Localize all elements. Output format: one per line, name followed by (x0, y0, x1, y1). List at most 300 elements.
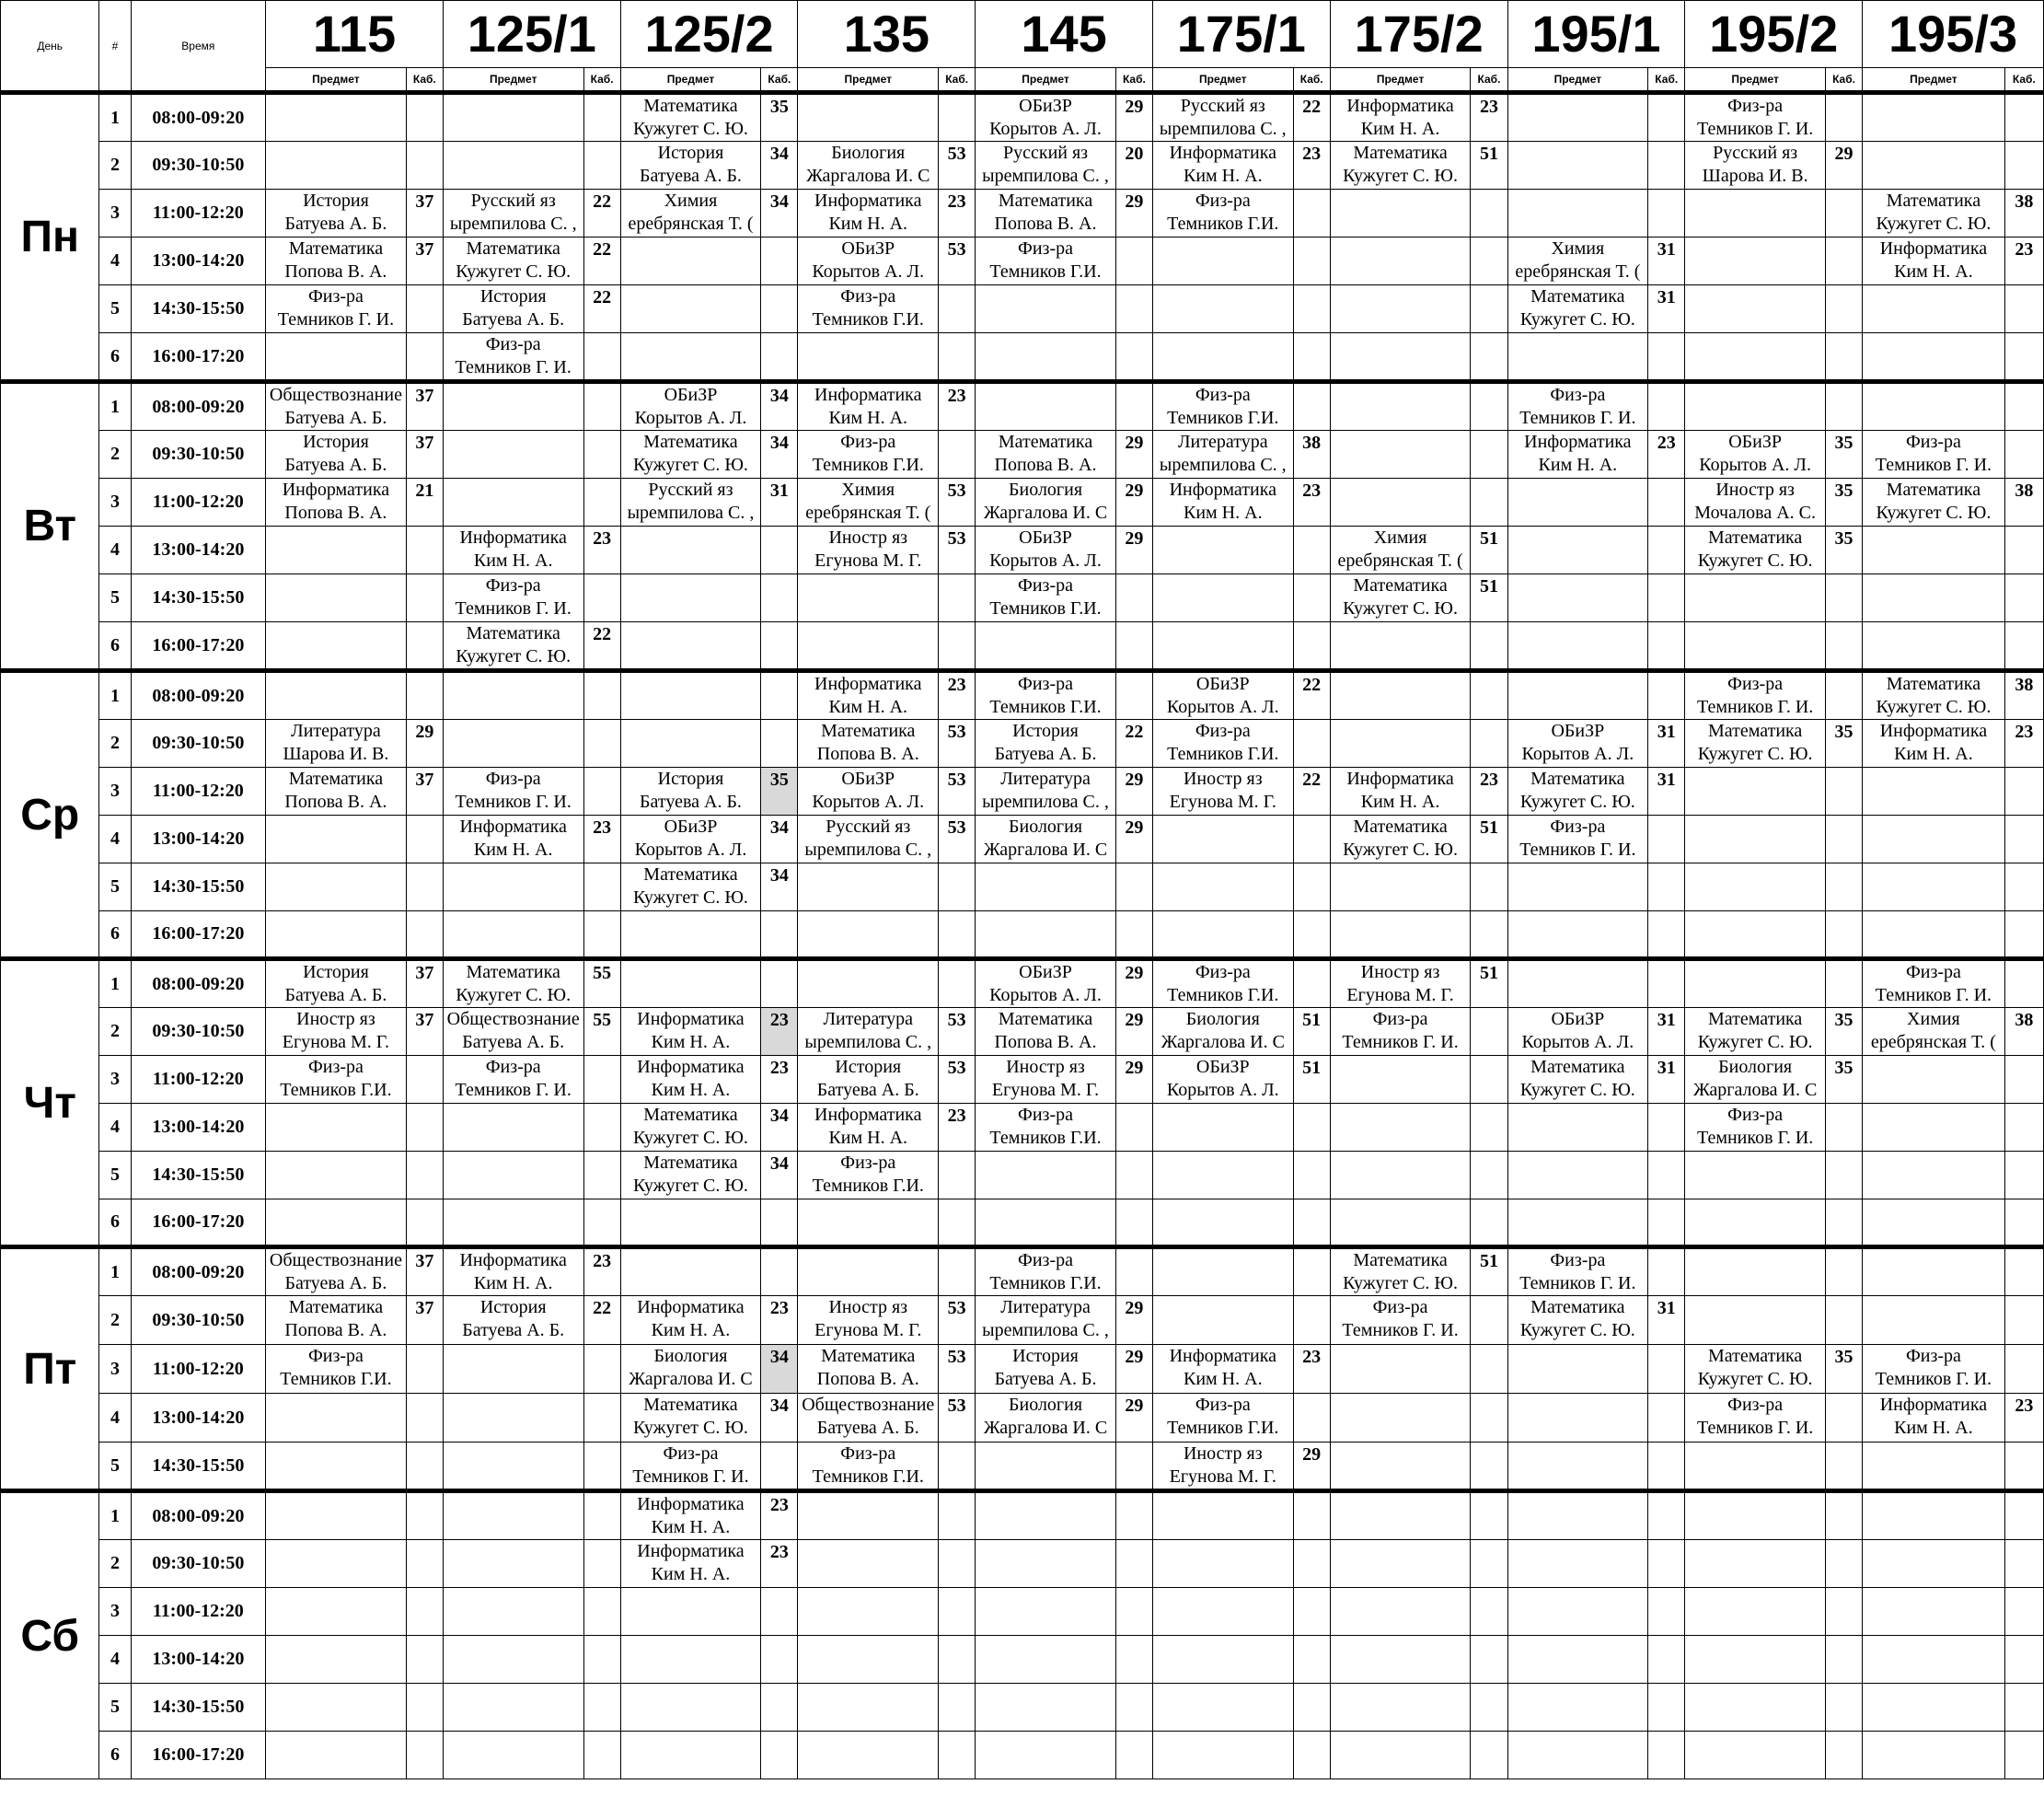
lesson-cell[interactable] (1152, 1345, 1293, 1394)
lesson-cell[interactable] (620, 431, 761, 479)
lesson-cell[interactable] (1863, 959, 2005, 1008)
lesson-cell[interactable] (1685, 1684, 1826, 1732)
lesson-cell[interactable] (443, 190, 583, 238)
lesson-cell[interactable] (1863, 911, 2005, 959)
lesson-cell[interactable] (1685, 1152, 1826, 1199)
lesson-cell[interactable] (1330, 1636, 1471, 1684)
lesson-cell[interactable] (976, 1152, 1116, 1199)
lesson-cell[interactable] (1152, 1732, 1293, 1779)
lesson-cell[interactable] (266, 1394, 407, 1443)
lesson-cell[interactable] (1863, 768, 2005, 816)
lesson-cell[interactable] (1330, 382, 1471, 431)
lesson-cell[interactable] (1330, 1056, 1471, 1104)
lesson-cell[interactable] (1685, 1104, 1826, 1152)
lesson-cell[interactable] (1330, 285, 1471, 333)
lesson-cell[interactable] (1507, 333, 1648, 382)
lesson-cell[interactable] (443, 1394, 583, 1443)
lesson-cell[interactable] (976, 1443, 1116, 1491)
lesson-cell[interactable] (1330, 671, 1471, 720)
lesson-cell[interactable] (976, 1199, 1116, 1247)
lesson-cell[interactable] (1152, 333, 1293, 382)
lesson-cell[interactable] (976, 959, 1116, 1008)
lesson-cell[interactable] (443, 1345, 583, 1394)
lesson-cell[interactable] (1685, 768, 1826, 816)
lesson-cell[interactable] (798, 816, 939, 863)
lesson-cell[interactable] (1685, 142, 1826, 190)
lesson-cell[interactable] (1685, 1636, 1826, 1684)
lesson-cell[interactable] (1330, 768, 1471, 816)
lesson-cell[interactable] (1863, 1540, 2005, 1588)
lesson-cell[interactable] (266, 1199, 407, 1247)
lesson-cell[interactable] (798, 93, 939, 142)
lesson-cell[interactable] (620, 285, 761, 333)
lesson-cell[interactable] (1507, 911, 1648, 959)
lesson-cell[interactable] (620, 1152, 761, 1199)
lesson-cell[interactable] (443, 622, 583, 671)
lesson-cell[interactable] (976, 333, 1116, 382)
lesson-cell[interactable] (1863, 1104, 2005, 1152)
lesson-cell[interactable] (976, 142, 1116, 190)
lesson-cell[interactable] (443, 1008, 583, 1056)
lesson-cell[interactable] (1507, 1152, 1648, 1199)
lesson-cell[interactable] (443, 1636, 583, 1684)
lesson-cell[interactable] (620, 142, 761, 190)
lesson-cell[interactable] (1685, 190, 1826, 238)
lesson-cell[interactable] (1863, 238, 2005, 285)
lesson-cell[interactable] (1330, 238, 1471, 285)
lesson-cell[interactable] (1507, 1491, 1648, 1540)
lesson-cell[interactable] (1507, 1056, 1648, 1104)
lesson-cell[interactable] (1685, 1199, 1826, 1247)
lesson-cell[interactable] (266, 431, 407, 479)
lesson-cell[interactable] (620, 1345, 761, 1394)
lesson-cell[interactable] (1863, 1008, 2005, 1056)
lesson-cell[interactable] (1685, 1491, 1826, 1540)
lesson-cell[interactable] (443, 431, 583, 479)
lesson-cell[interactable] (266, 1443, 407, 1491)
lesson-cell[interactable] (1507, 1684, 1648, 1732)
lesson-cell[interactable] (1863, 720, 2005, 768)
lesson-cell[interactable] (798, 1732, 939, 1779)
lesson-cell[interactable] (1863, 1199, 2005, 1247)
lesson-cell[interactable] (1330, 93, 1471, 142)
lesson-cell[interactable] (1685, 285, 1826, 333)
lesson-cell[interactable] (976, 816, 1116, 863)
lesson-cell[interactable] (976, 527, 1116, 574)
lesson-cell[interactable] (1863, 1247, 2005, 1296)
lesson-cell[interactable] (1152, 1540, 1293, 1588)
lesson-cell[interactable] (1863, 1491, 2005, 1540)
lesson-cell[interactable] (1152, 911, 1293, 959)
lesson-cell[interactable] (976, 911, 1116, 959)
lesson-cell[interactable] (620, 816, 761, 863)
lesson-cell[interactable] (1507, 527, 1648, 574)
lesson-cell[interactable] (1863, 1732, 2005, 1779)
lesson-cell[interactable] (1152, 1008, 1293, 1056)
lesson-cell[interactable] (1507, 1247, 1648, 1296)
lesson-cell[interactable] (1863, 333, 2005, 382)
lesson-cell[interactable] (1685, 1345, 1826, 1394)
lesson-cell[interactable] (1863, 816, 2005, 863)
lesson-cell[interactable] (1507, 238, 1648, 285)
lesson-cell[interactable] (976, 863, 1116, 911)
lesson-cell[interactable] (976, 1056, 1116, 1104)
lesson-cell[interactable] (620, 1104, 761, 1152)
lesson-cell[interactable] (1330, 479, 1471, 527)
lesson-cell[interactable] (1863, 93, 2005, 142)
lesson-cell[interactable] (620, 1443, 761, 1491)
lesson-cell[interactable] (1330, 1540, 1471, 1588)
lesson-cell[interactable] (1507, 768, 1648, 816)
lesson-cell[interactable] (1330, 1247, 1471, 1296)
lesson-cell[interactable] (443, 816, 583, 863)
lesson-cell[interactable] (976, 622, 1116, 671)
lesson-cell[interactable] (1330, 1732, 1471, 1779)
lesson-cell[interactable] (443, 527, 583, 574)
lesson-cell[interactable] (266, 238, 407, 285)
lesson-cell[interactable] (1152, 959, 1293, 1008)
lesson-cell[interactable] (1685, 1056, 1826, 1104)
lesson-cell[interactable] (976, 1104, 1116, 1152)
lesson-cell[interactable] (620, 768, 761, 816)
lesson-cell[interactable] (1507, 1588, 1648, 1636)
lesson-cell[interactable] (443, 285, 583, 333)
lesson-cell[interactable] (1685, 1296, 1826, 1345)
lesson-cell[interactable] (266, 479, 407, 527)
lesson-cell[interactable] (1152, 768, 1293, 816)
lesson-cell[interactable] (266, 720, 407, 768)
lesson-cell[interactable] (1685, 911, 1826, 959)
lesson-cell[interactable] (1330, 959, 1471, 1008)
lesson-cell[interactable] (620, 1491, 761, 1540)
lesson-cell[interactable] (798, 190, 939, 238)
lesson-cell[interactable] (976, 190, 1116, 238)
lesson-cell[interactable] (798, 1247, 939, 1296)
lesson-cell[interactable] (976, 671, 1116, 720)
lesson-cell[interactable] (1507, 1008, 1648, 1056)
lesson-cell[interactable] (266, 1345, 407, 1394)
lesson-cell[interactable] (798, 720, 939, 768)
lesson-cell[interactable] (1863, 527, 2005, 574)
lesson-cell[interactable] (1685, 1732, 1826, 1779)
lesson-cell[interactable] (1507, 431, 1648, 479)
lesson-cell[interactable] (1863, 671, 2005, 720)
lesson-cell[interactable] (976, 1491, 1116, 1540)
lesson-cell[interactable] (620, 93, 761, 142)
lesson-cell[interactable] (620, 574, 761, 622)
lesson-cell[interactable] (1152, 863, 1293, 911)
lesson-cell[interactable] (266, 1056, 407, 1104)
lesson-cell[interactable] (620, 1636, 761, 1684)
lesson-cell[interactable] (1152, 1491, 1293, 1540)
lesson-cell[interactable] (1507, 1104, 1648, 1152)
lesson-cell[interactable] (1152, 285, 1293, 333)
lesson-cell[interactable] (620, 479, 761, 527)
lesson-cell[interactable] (976, 768, 1116, 816)
lesson-cell[interactable] (1330, 1008, 1471, 1056)
lesson-cell[interactable] (1152, 1296, 1293, 1345)
lesson-cell[interactable] (1863, 1296, 2005, 1345)
lesson-cell[interactable] (798, 1443, 939, 1491)
lesson-cell[interactable] (266, 911, 407, 959)
lesson-cell[interactable] (798, 911, 939, 959)
lesson-cell[interactable] (620, 333, 761, 382)
lesson-cell[interactable] (1152, 382, 1293, 431)
lesson-cell[interactable] (798, 574, 939, 622)
lesson-cell[interactable] (1685, 1588, 1826, 1636)
lesson-cell[interactable] (266, 768, 407, 816)
lesson-cell[interactable] (1685, 1247, 1826, 1296)
lesson-cell[interactable] (443, 768, 583, 816)
lesson-cell[interactable] (798, 1636, 939, 1684)
lesson-cell[interactable] (1685, 93, 1826, 142)
lesson-cell[interactable] (976, 1296, 1116, 1345)
lesson-cell[interactable] (1507, 720, 1648, 768)
lesson-cell[interactable] (1863, 479, 2005, 527)
lesson-cell[interactable] (1330, 816, 1471, 863)
lesson-cell[interactable] (1152, 671, 1293, 720)
lesson-cell[interactable] (976, 479, 1116, 527)
lesson-cell[interactable] (798, 863, 939, 911)
lesson-cell[interactable] (443, 574, 583, 622)
lesson-cell[interactable] (1507, 863, 1648, 911)
lesson-cell[interactable] (266, 1732, 407, 1779)
lesson-cell[interactable] (1152, 1684, 1293, 1732)
lesson-cell[interactable] (1507, 382, 1648, 431)
lesson-cell[interactable] (1330, 1152, 1471, 1199)
lesson-cell[interactable] (976, 382, 1116, 431)
lesson-cell[interactable] (798, 285, 939, 333)
lesson-cell[interactable] (620, 527, 761, 574)
lesson-cell[interactable] (1152, 93, 1293, 142)
lesson-cell[interactable] (1685, 720, 1826, 768)
lesson-cell[interactable] (1507, 479, 1648, 527)
lesson-cell[interactable] (266, 1540, 407, 1588)
lesson-cell[interactable] (443, 959, 583, 1008)
lesson-cell[interactable] (1507, 622, 1648, 671)
lesson-cell[interactable] (620, 1732, 761, 1779)
lesson-cell[interactable] (1152, 479, 1293, 527)
lesson-cell[interactable] (976, 1247, 1116, 1296)
lesson-cell[interactable] (1507, 190, 1648, 238)
lesson-cell[interactable] (976, 1540, 1116, 1588)
lesson-cell[interactable] (266, 527, 407, 574)
lesson-cell[interactable] (1152, 527, 1293, 574)
lesson-cell[interactable] (976, 1684, 1116, 1732)
lesson-cell[interactable] (976, 1008, 1116, 1056)
lesson-cell[interactable] (443, 1104, 583, 1152)
lesson-cell[interactable] (620, 1684, 761, 1732)
lesson-cell[interactable] (443, 1540, 583, 1588)
lesson-cell[interactable] (266, 190, 407, 238)
lesson-cell[interactable] (1863, 382, 2005, 431)
lesson-cell[interactable] (266, 622, 407, 671)
lesson-cell[interactable] (1863, 622, 2005, 671)
lesson-cell[interactable] (443, 1443, 583, 1491)
lesson-cell[interactable] (1330, 863, 1471, 911)
lesson-cell[interactable] (443, 671, 583, 720)
lesson-cell[interactable] (266, 816, 407, 863)
lesson-cell[interactable] (1863, 431, 2005, 479)
lesson-cell[interactable] (1685, 382, 1826, 431)
lesson-cell[interactable] (1152, 142, 1293, 190)
lesson-cell[interactable] (798, 1540, 939, 1588)
lesson-cell[interactable] (266, 1636, 407, 1684)
lesson-cell[interactable] (1330, 1394, 1471, 1443)
lesson-cell[interactable] (1330, 142, 1471, 190)
lesson-cell[interactable] (1152, 1443, 1293, 1491)
lesson-cell[interactable] (1330, 1104, 1471, 1152)
lesson-cell[interactable] (266, 671, 407, 720)
lesson-cell[interactable] (266, 1008, 407, 1056)
lesson-cell[interactable] (798, 238, 939, 285)
lesson-cell[interactable] (1152, 1104, 1293, 1152)
lesson-cell[interactable] (1685, 238, 1826, 285)
lesson-cell[interactable] (443, 142, 583, 190)
lesson-cell[interactable] (443, 1296, 583, 1345)
lesson-cell[interactable] (443, 863, 583, 911)
lesson-cell[interactable] (798, 527, 939, 574)
lesson-cell[interactable] (1507, 1345, 1648, 1394)
lesson-cell[interactable] (266, 93, 407, 142)
lesson-cell[interactable] (1863, 1684, 2005, 1732)
lesson-cell[interactable] (798, 1684, 939, 1732)
lesson-cell[interactable] (1507, 285, 1648, 333)
lesson-cell[interactable] (266, 333, 407, 382)
lesson-cell[interactable] (976, 93, 1116, 142)
lesson-cell[interactable] (1152, 1588, 1293, 1636)
lesson-cell[interactable] (1507, 142, 1648, 190)
lesson-cell[interactable] (1685, 333, 1826, 382)
lesson-cell[interactable] (1685, 479, 1826, 527)
lesson-cell[interactable] (798, 1588, 939, 1636)
lesson-cell[interactable] (620, 1008, 761, 1056)
lesson-cell[interactable] (266, 1491, 407, 1540)
lesson-cell[interactable] (266, 574, 407, 622)
lesson-cell[interactable] (1863, 1152, 2005, 1199)
lesson-cell[interactable] (798, 1199, 939, 1247)
lesson-cell[interactable] (1330, 527, 1471, 574)
lesson-cell[interactable] (1330, 1345, 1471, 1394)
lesson-cell[interactable] (620, 671, 761, 720)
lesson-cell[interactable] (1330, 1296, 1471, 1345)
lesson-cell[interactable] (798, 479, 939, 527)
lesson-cell[interactable] (798, 622, 939, 671)
lesson-cell[interactable] (1507, 1394, 1648, 1443)
lesson-cell[interactable] (1507, 574, 1648, 622)
lesson-cell[interactable] (1152, 1152, 1293, 1199)
lesson-cell[interactable] (1152, 190, 1293, 238)
lesson-cell[interactable] (443, 720, 583, 768)
lesson-cell[interactable] (266, 142, 407, 190)
lesson-cell[interactable] (443, 238, 583, 285)
lesson-cell[interactable] (798, 142, 939, 190)
lesson-cell[interactable] (1863, 1636, 2005, 1684)
lesson-cell[interactable] (1863, 190, 2005, 238)
lesson-cell[interactable] (620, 720, 761, 768)
lesson-cell[interactable] (1152, 1394, 1293, 1443)
lesson-cell[interactable] (798, 1394, 939, 1443)
lesson-cell[interactable] (1507, 1732, 1648, 1779)
lesson-cell[interactable] (1152, 816, 1293, 863)
lesson-cell[interactable] (620, 911, 761, 959)
lesson-cell[interactable] (1507, 1296, 1648, 1345)
lesson-cell[interactable] (1330, 1588, 1471, 1636)
lesson-cell[interactable] (798, 1296, 939, 1345)
lesson-cell[interactable] (976, 238, 1116, 285)
lesson-cell[interactable] (1685, 816, 1826, 863)
lesson-cell[interactable] (1685, 671, 1826, 720)
lesson-cell[interactable] (798, 1104, 939, 1152)
lesson-cell[interactable] (443, 1491, 583, 1540)
lesson-cell[interactable] (266, 959, 407, 1008)
lesson-cell[interactable] (266, 1152, 407, 1199)
lesson-cell[interactable] (1152, 1199, 1293, 1247)
lesson-cell[interactable] (266, 382, 407, 431)
lesson-cell[interactable] (1685, 1443, 1826, 1491)
lesson-cell[interactable] (1152, 1247, 1293, 1296)
lesson-cell[interactable] (1507, 671, 1648, 720)
lesson-cell[interactable] (1863, 1443, 2005, 1491)
lesson-cell[interactable] (1863, 863, 2005, 911)
lesson-cell[interactable] (620, 1394, 761, 1443)
lesson-cell[interactable] (1152, 1056, 1293, 1104)
lesson-cell[interactable] (976, 1394, 1116, 1443)
lesson-cell[interactable] (620, 1296, 761, 1345)
lesson-cell[interactable] (443, 1056, 583, 1104)
lesson-cell[interactable] (1330, 1491, 1471, 1540)
lesson-cell[interactable] (1863, 1394, 2005, 1443)
lesson-cell[interactable] (1685, 622, 1826, 671)
lesson-cell[interactable] (1685, 1540, 1826, 1588)
lesson-cell[interactable] (976, 574, 1116, 622)
lesson-cell[interactable] (1330, 574, 1471, 622)
lesson-cell[interactable] (976, 1345, 1116, 1394)
lesson-cell[interactable] (620, 382, 761, 431)
lesson-cell[interactable] (1863, 142, 2005, 190)
lesson-cell[interactable] (1330, 720, 1471, 768)
lesson-cell[interactable] (1507, 816, 1648, 863)
lesson-cell[interactable] (266, 1588, 407, 1636)
lesson-cell[interactable] (1330, 1443, 1471, 1491)
lesson-cell[interactable] (1507, 1199, 1648, 1247)
lesson-cell[interactable] (620, 959, 761, 1008)
lesson-cell[interactable] (798, 382, 939, 431)
lesson-cell[interactable] (1863, 574, 2005, 622)
lesson-cell[interactable] (798, 768, 939, 816)
lesson-cell[interactable] (266, 1296, 407, 1345)
lesson-cell[interactable] (1685, 959, 1826, 1008)
lesson-cell[interactable] (1685, 574, 1826, 622)
lesson-cell[interactable] (976, 1732, 1116, 1779)
lesson-cell[interactable] (443, 333, 583, 382)
lesson-cell[interactable] (443, 479, 583, 527)
lesson-cell[interactable] (443, 1732, 583, 1779)
lesson-cell[interactable] (266, 285, 407, 333)
lesson-cell[interactable] (798, 1345, 939, 1394)
lesson-cell[interactable] (1863, 1345, 2005, 1394)
lesson-cell[interactable] (620, 1247, 761, 1296)
lesson-cell[interactable] (620, 863, 761, 911)
lesson-cell[interactable] (798, 431, 939, 479)
lesson-cell[interactable] (266, 1247, 407, 1296)
lesson-cell[interactable] (1685, 527, 1826, 574)
lesson-cell[interactable] (976, 1636, 1116, 1684)
lesson-cell[interactable] (266, 863, 407, 911)
lesson-cell[interactable] (1863, 285, 2005, 333)
lesson-cell[interactable] (443, 1247, 583, 1296)
lesson-cell[interactable] (1330, 622, 1471, 671)
